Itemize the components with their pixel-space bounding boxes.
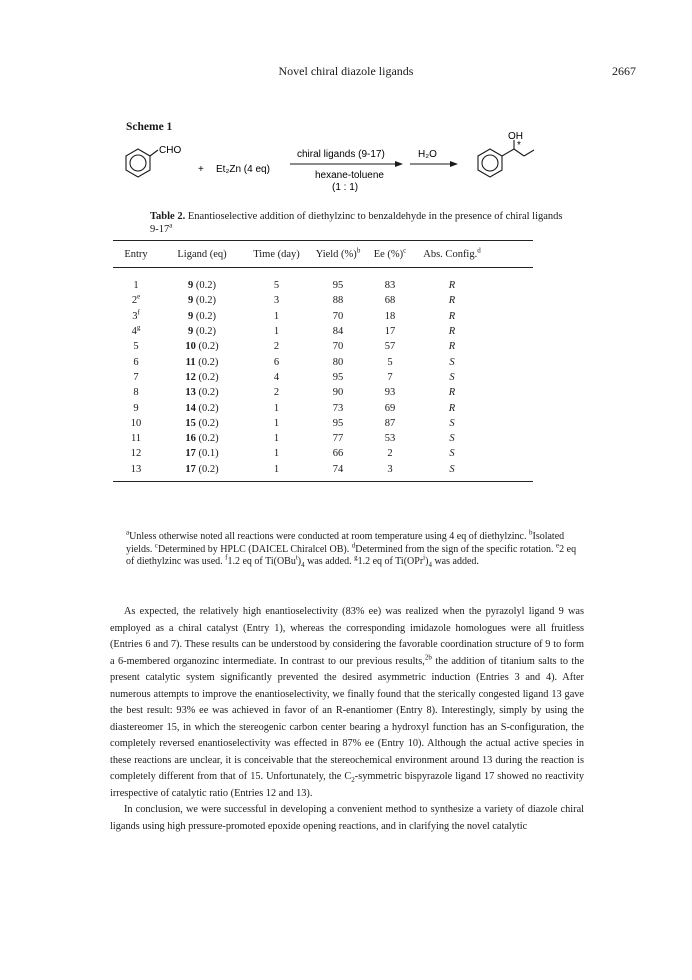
reaction-arrow-1 bbox=[290, 161, 403, 167]
footnote-g: 1.2 eq of $Ti(OPr^i)_4$ was added. bbox=[357, 553, 479, 569]
table-caption-footnote-mark: a bbox=[169, 221, 173, 230]
footnote-d: Determined from the sign of the specific rotation. bbox=[355, 543, 554, 555]
body-text bbox=[110, 604, 584, 835]
footnote-e: 2 eq of diethylzinc was used. bbox=[126, 543, 577, 567]
plus-sign: + bbox=[198, 164, 204, 175]
header-config: Abs. Config.$^d$ bbox=[423, 246, 481, 260]
table-footnotes: $^a$Unless otherwise noted all reactions were conducted at room temperature using 4 eq of diethylzinc. $^b$Isolated yields. $^c$Determined by HPLC (DAICEL Chiralcel OB). $^d$Determined from the sign of the specific rotation. $^e$2 eq of diethylzinc was used. $^f$1.2 eq of $Ti(OBu^t)_4$ was added. $^g$1.2 eq of $Ti(OPr^i)_4$ was added. bbox=[126, 528, 577, 569]
scheme-label: Scheme 1 bbox=[126, 121, 173, 133]
table-label: Table 2. bbox=[150, 211, 186, 222]
table-row: 9 14 (0.2) 1 73 69 R bbox=[133, 402, 456, 414]
product-structure bbox=[478, 140, 534, 177]
table-caption-text: Enantioselective addition of diethylzinc to benzaldehyde in the presence of chiral ligands 9-17 bbox=[150, 211, 563, 235]
header-ee: Ee (%)$^c$ bbox=[373, 246, 407, 260]
stereocenter-mark: * bbox=[517, 140, 521, 151]
table-row: 5 10 (0.2) 2 70 57 R bbox=[133, 341, 456, 353]
table-row: 8 13 (0.2) 2 90 93 R bbox=[133, 387, 456, 399]
header-entry: Entry bbox=[124, 248, 148, 260]
table-header-row bbox=[113, 241, 533, 267]
header-time: Time (day) bbox=[253, 248, 300, 260]
paragraph-conclusion: In conclusion, we were successful in developing a convenient method to synthesize a variety of diazole chiral ligands using high pressure-promoted epoxide opening reactions, and in clarifying the novel catalytic bbox=[110, 804, 584, 832]
aldehyde-group-label: CHO bbox=[159, 145, 182, 156]
reaction-arrow-2 bbox=[410, 161, 458, 167]
paragraph-results: As expected, the relatively high enantioselectivity (83% ee) was realized when the pyrazolyl ligand 9 was employed as a chiral catalyst (Entry 1), whereas the corresponding imidazole homologues were all fruitless (Entries 6 and 7). These results can be understood by considering the favorable coordination structure of 9 to form a 6-membered organozinc intermediate. In contrast to our previous results,$^{2b}$ the addition of titanium salts to the present catalytic system significantly prevented the desired asymmetric induction (Entries 3 and 4). After numerous attempts to improve the enantioselectivity, we finally found that the sterically congested ligand 13 gave the best result: 93% ee was achieved in favor of an R-enantiomer (Entry 8). Interestingly, simply by using the diastereomer 15, in which the stereogenic carbon center bearing a hydroxyl function has an S-configuration, the completely reversed enantioselectivity was effected in 87% ee (Entry 10). Although the actual active species in these reactions are unclear, it is conceivable that the stereochemical environment around 13 during the reaction is completely different from that of 15. Unfortunately, the $C_2$-symmetric bispyrazole ligand 17 showed no reactivity irrespective of catalytic ratio (Entries 12 and 13). bbox=[110, 606, 585, 799]
water-quench: H₂O bbox=[418, 149, 437, 160]
table-row: 1 9 (0.2) 5 95 83 R bbox=[133, 280, 456, 292]
footnote-a: Unless otherwise noted all reactions were conducted at room temperature using 4 eq of diethylzinc. bbox=[129, 531, 527, 542]
solvent-ratio: (1 : 1) bbox=[332, 182, 359, 193]
header-yield: Yield (%)$^b$ bbox=[315, 246, 361, 260]
table-caption bbox=[150, 210, 570, 236]
table-row: 4$^g$ 9 (0.2) 1 84 17 R bbox=[131, 323, 456, 338]
page-number: 2667 bbox=[612, 64, 636, 78]
reaction-scheme bbox=[110, 128, 580, 204]
footnote-b: Isolated yields. bbox=[126, 531, 565, 555]
table-row: 10 15 (0.2) 1 95 87 S bbox=[130, 417, 455, 429]
running-title: Novel chiral diazole ligands bbox=[278, 64, 414, 78]
table-row: 6 11 (0.2) 6 80 5 S bbox=[133, 356, 455, 368]
results-table bbox=[113, 240, 533, 482]
table-row: 7 12 (0.2) 4 95 7 S bbox=[133, 371, 455, 383]
ligand-conditions: chiral ligands (9-17) bbox=[297, 149, 385, 160]
table-body bbox=[113, 268, 533, 481]
table-row: 11 16 (0.2) 1 77 53 S bbox=[130, 433, 455, 445]
reference-mark: 2b bbox=[424, 653, 432, 662]
solvent-conditions: hexane-toluene bbox=[315, 170, 384, 181]
table-row: 3$^f$ 9 (0.2) 1 70 18 R bbox=[132, 308, 456, 322]
diethylzinc-reagent: Et₂Zn (4 eq) bbox=[216, 164, 270, 175]
footnote-f: 1.2 eq of $Ti(OBu^t)_4$ was added. bbox=[227, 553, 352, 569]
table-row: 13 17 (0.2) 1 74 3 S bbox=[130, 463, 455, 475]
footnote-c: Determined by HPLC (DAICEL Chiralcel OB). bbox=[158, 543, 350, 555]
benzaldehyde-structure bbox=[126, 149, 158, 177]
hydroxyl-group-label: OH bbox=[508, 131, 523, 142]
table-row: 12 17 (0.1) 1 66 2 S bbox=[130, 448, 455, 460]
table-bottom-rule bbox=[113, 481, 533, 482]
table-row: 2e 9 (0.2) 3 88 68 R bbox=[131, 292, 456, 307]
header-ligand: Ligand (eq) bbox=[177, 248, 227, 260]
